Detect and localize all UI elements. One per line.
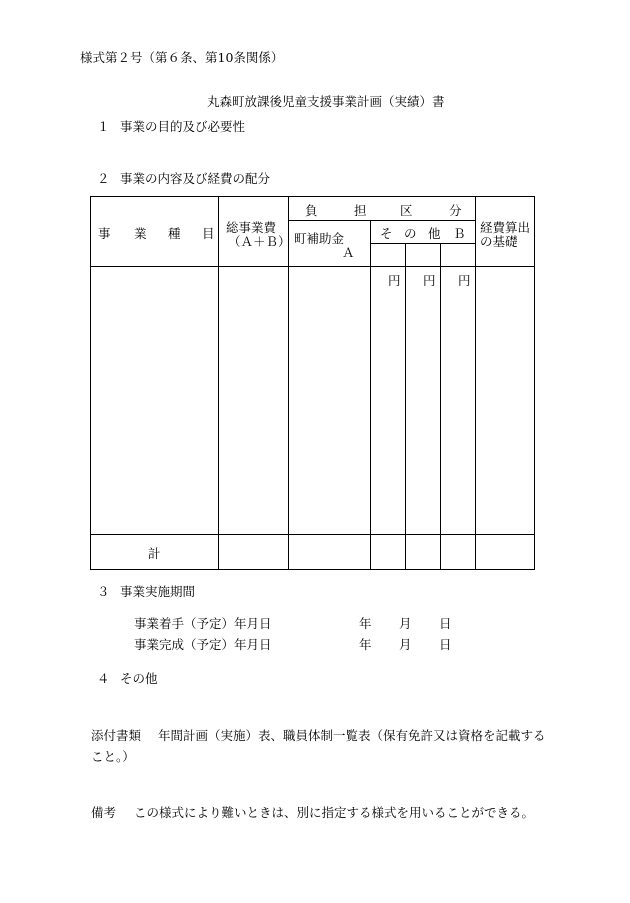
section-2-number: ２ xyxy=(97,171,110,186)
start-date-year: 年 xyxy=(359,616,372,631)
table-line-header-bottom xyxy=(90,266,534,267)
yen-unit-2: 円 xyxy=(423,273,436,288)
attachments-label: 添付書類 xyxy=(91,728,142,743)
header-other-1: そ xyxy=(380,226,393,241)
table-border-top xyxy=(90,196,534,197)
table-border-right xyxy=(534,196,535,570)
section-3-heading: 事業実施期間 xyxy=(120,584,196,599)
table-line-col1 xyxy=(218,196,219,570)
header-jigyo-2: 業 xyxy=(134,226,147,241)
header-basis-line2: の基礎 xyxy=(480,234,518,249)
table-line-other-bottom xyxy=(370,243,475,244)
header-total-line2: （Ａ＋Ｂ） xyxy=(228,234,291,249)
document-title: 丸森町放課後児童支援事業計画（実績）書 xyxy=(207,94,445,109)
end-date-day: 日 xyxy=(439,637,452,652)
header-basis-line1: 経費算出 xyxy=(480,220,531,235)
table-line-col2 xyxy=(288,196,289,570)
table-border-bottom xyxy=(90,569,534,570)
header-futan-2: 担 xyxy=(354,203,367,218)
table-line-col5 xyxy=(440,243,441,570)
table-line-col6 xyxy=(475,196,476,570)
start-date-month: 月 xyxy=(399,616,412,631)
header-jigyo-1: 事 xyxy=(98,226,111,241)
section-1-number: １ xyxy=(97,119,110,134)
header-jigyo-3: 種 xyxy=(168,226,181,241)
end-date-month: 月 xyxy=(399,637,412,652)
note-label: 備考 xyxy=(91,805,117,820)
section-3-number: ３ xyxy=(97,584,110,599)
header-futan-1: 負 xyxy=(305,203,318,218)
table-border-left xyxy=(90,196,91,570)
table-line-body-bottom xyxy=(90,534,534,535)
table-line-futan-bottom xyxy=(288,220,475,221)
section-1-heading: 事業の目的及び必要性 xyxy=(120,119,246,134)
attachments-line2: こと。） xyxy=(91,749,135,764)
header-town-subsidy-a: Ａ xyxy=(342,245,355,260)
table-line-col4 xyxy=(405,243,406,570)
start-date-day: 日 xyxy=(439,616,452,631)
table-line-col3 xyxy=(370,220,371,570)
total-row-label: 計 xyxy=(148,546,161,561)
header-futan-4: 分 xyxy=(449,203,462,218)
header-other-b: Ｂ xyxy=(453,226,466,241)
start-date-label: 事業着手（予定）年月日 xyxy=(134,616,272,631)
yen-unit-1: 円 xyxy=(388,273,401,288)
header-other-2: の xyxy=(404,226,417,241)
attachments-line1: 年間計画（実施）表、職員体制一覧表（保有免許又は資格を記載する xyxy=(158,728,546,743)
header-futan-3: 区 xyxy=(400,203,413,218)
header-other-3: 他 xyxy=(428,226,441,241)
header-total-line1: 総事業費 xyxy=(226,220,277,235)
header-town-subsidy: 町補助金 xyxy=(294,231,345,246)
section-4-heading: その他 xyxy=(120,671,158,686)
yen-unit-3: 円 xyxy=(458,273,471,288)
section-4-number: ４ xyxy=(97,671,110,686)
section-2-heading: 事業の内容及び経費の配分 xyxy=(120,171,271,186)
header-jigyo-4: 目 xyxy=(202,226,215,241)
end-date-label: 事業完成（予定）年月日 xyxy=(134,637,272,652)
note-text: この様式により難いときは、別に指定する様式を用いることができる。 xyxy=(134,805,535,820)
end-date-year: 年 xyxy=(359,637,372,652)
form-label: 様式第２号（第６条、第10条関係） xyxy=(80,50,284,65)
